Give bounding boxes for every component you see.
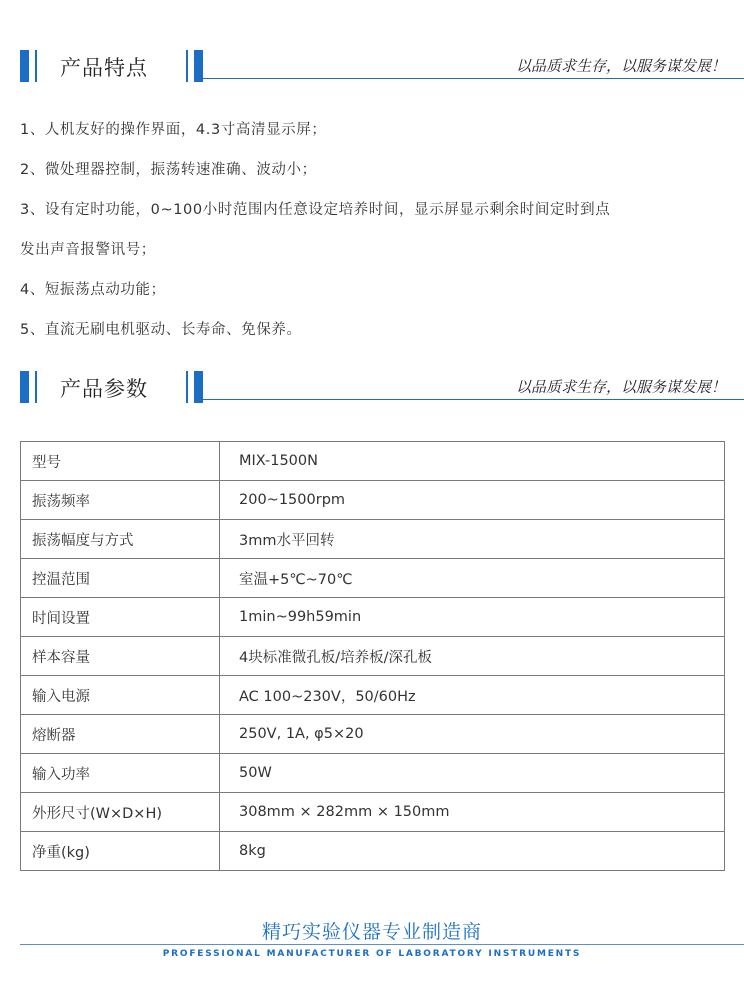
feature-item: 2、微处理器控制，振荡转速准确、波动小； [20, 162, 317, 178]
param-value: 50W [220, 754, 725, 793]
feature-item-continuation: 发出声音报警讯号； [20, 242, 156, 258]
param-label: 输入功率 [21, 754, 220, 793]
section-header-features [0, 50, 744, 90]
footer-divider [20, 944, 744, 945]
param-label: 熔断器 [21, 715, 220, 754]
param-label: 振荡频率 [21, 481, 220, 520]
features-list [20, 120, 730, 340]
param-label: 输入电源 [21, 676, 220, 715]
param-label: 净重(kg) [21, 832, 220, 871]
param-label: 振荡幅度与方式 [21, 520, 220, 559]
param-value: 8kg [220, 832, 725, 871]
param-value: AC 100~230V，50/60Hz [220, 676, 725, 715]
header-bar-right-thin [186, 371, 188, 403]
feature-item: 1、人机友好的操作界面，4.3寸高清显示屏； [20, 122, 327, 138]
table-row [21, 481, 725, 520]
section-title: 产品特点 [60, 56, 148, 80]
param-value: 1min~99h59min [220, 598, 725, 637]
param-label: 外形尺寸(W×D×H) [21, 793, 220, 832]
header-bar-left [20, 50, 29, 82]
table-row [21, 559, 725, 598]
footer-tagline-en: PROFESSIONAL MANUFACTURER OF LABORATORY INSTRUMENTS [162, 949, 582, 959]
param-value: 250V, 1A, φ5×20 [220, 715, 725, 754]
param-label: 型号 [21, 442, 220, 481]
header-bar-left [20, 371, 29, 403]
param-value: 4块标准微孔板/培养板/深孔板 [220, 637, 725, 676]
footer-tagline-cn: 精巧实验仪器专业制造商 [261, 921, 482, 943]
table-row [21, 715, 725, 754]
feature-item: 5、直流无刷电机驱动、长寿命、免保养。 [20, 322, 302, 338]
feature-item: 4、短振荡点动功能； [20, 282, 166, 298]
table-row [21, 520, 725, 559]
table-row [21, 598, 725, 637]
slogan: 以品质求生存，以服务谋发展！ [515, 378, 726, 396]
param-value: MIX-1500N [220, 442, 725, 481]
slogan: 以品质求生存，以服务谋发展！ [515, 57, 726, 75]
param-value: 3mm水平回转 [220, 520, 725, 559]
table-row [21, 442, 725, 481]
param-value: 200~1500rpm [220, 481, 725, 520]
table-row [21, 754, 725, 793]
section-header-params [0, 371, 744, 411]
header-underline [203, 399, 744, 400]
param-label: 时间设置 [21, 598, 220, 637]
table-row [21, 676, 725, 715]
header-bar-right [194, 50, 203, 82]
header-bar-right-thin [186, 50, 188, 82]
section-title: 产品参数 [60, 377, 148, 401]
feature-item: 3、设有定时功能，0~100小时范围内任意设定培养时间，显示屏显示剩余时间定时到点 [20, 202, 611, 218]
params-table [20, 441, 725, 871]
param-value: 308mm × 282mm × 150mm [220, 793, 725, 832]
table-row [21, 832, 725, 871]
header-bar-right [194, 371, 203, 403]
header-bar-left-thin [35, 50, 37, 82]
param-value: 室温+5℃~70℃ [220, 559, 725, 598]
param-label: 控温范围 [21, 559, 220, 598]
table-row [21, 793, 725, 832]
header-bar-left-thin [35, 371, 37, 403]
param-label: 样本容量 [21, 637, 220, 676]
header-underline [203, 78, 744, 79]
table-row [21, 637, 725, 676]
